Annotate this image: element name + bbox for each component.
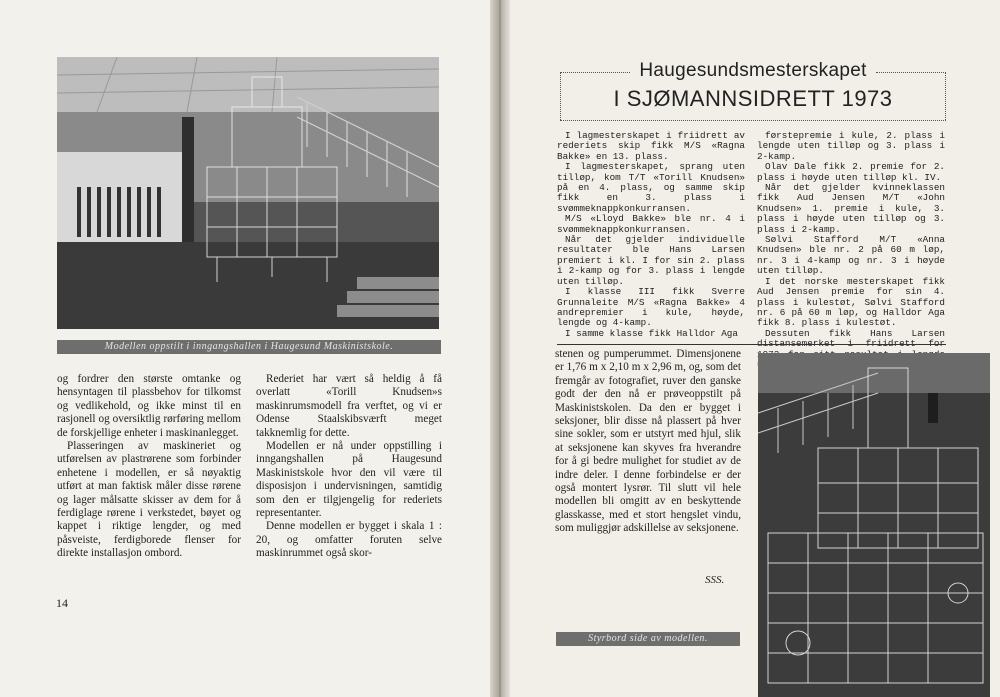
paragraph: Sølvi Stafford M/T «Anna Knudsen» ble nr. 2 på 60 m løp, nr. 3 i 4-kamp og nr. 3 i høyde uten tilløp.: [757, 234, 945, 277]
paragraph: Plasseringen av maskineriet og utførelsen av plastrørene som forbinder enhetene i modellen, er så nøyaktig utført at man faktisk måler disse rørene og lager målsatte skisser av dem for å ferdiglage rørene i verkstedet, bøyet og kappet i riktige lengder, og med påsveiste, ferdigborede flenser for direkte installasjon ombord.: [57, 440, 241, 560]
paragraph: Når det gjelder individuelle resultater ble Hans Larsen premiert i kl. I for sin 2. plass i 2-kamp og for 3. plass i lengde uten tilløp.: [557, 234, 745, 287]
paragraph: Når det gjelder kvinneklassen fikk Aud Jensen M/T «John Knudsen» 1. premie i kule, 3. plass i høyde uten tilløp og 3. plass i 2-kamp.: [757, 182, 945, 235]
paragraph: I lagmesterskapet i friidrett av rederiets skip fikk M/S «Ragna Bakke» en 13. plass.: [557, 130, 745, 162]
paragraph: førstepremie i kule, 2. plass i lengde uten tilløp og 3. plass i 2-kamp.: [757, 130, 945, 162]
paragraph: I det norske mesterskapet fikk Aud Jensen premie for sin 4. plass i kulestøt, Sølvi Stafford nr. 6 på 60 m løp, og Halldor Aga fikk 8. plass i kulestøt.: [757, 275, 945, 329]
book-gutter: [490, 0, 510, 697]
paragraph: Rederiet har vært så heldig å få overlatt «Torill Knudsen»s maskinrumsmodell fra verftet, og vi er Odense Staalskibsværft meget takknemlig for dette.: [256, 373, 442, 439]
paragraph: Dessuten fikk Hans Larsen distansemerket i friidrett for: [757, 327, 945, 350]
paragraph: Denne modellen er bygget i skala 1 : 20, og omfatter foruten selve maskinrummet også skor-: [256, 520, 442, 560]
signature: SSS.: [705, 574, 725, 586]
left-column-1: [57, 373, 241, 561]
paragraph: I lagmesterskapet, sprang uten tilløp, kom T/T «Torill Knudsen» på en 4. plass, og samme skip fikk en 3. plass i svømmeknappkonkurransen.: [557, 161, 745, 214]
paragraph: Olav Dale fikk 2. premie for 2. plass i høyde uten tilløp kl. IV.: [757, 161, 945, 183]
page-number: 14: [56, 596, 68, 610]
paragraph: I klasse III fikk Sverre Grunnaleite M/S «Ragna Bakke» 4 andrepremier i kule, høyde, lengde og 4-kamp.: [557, 286, 745, 329]
right-main-column: [555, 348, 741, 536]
left-column-2: [256, 373, 442, 561]
article-heading: [560, 60, 946, 122]
heading-bottom: I SJØMANNSIDRETT 1973: [613, 86, 893, 111]
results-column-1: [557, 131, 745, 339]
paragraph: stenen og pumperummet. Dimensjonene er 1,76 m x 2,10 m x 2,96 m, og, som det fremgår av fotografiet, ruver den ganske godt der den nå er prøveoppstilt på Maskinistskolen. Da den er bygget i seksjoner, blir disse nå plassert på hver sine sokler, som er utstyrt med hjul, slik at seksjonene kan skyves fra hverandre for å gi bedre mulighet for studiet av de indre deler. I denne forbindelse er der også montert lysrør. Til slutt vil hele modellen bli omgitt av en beskyttende glasskasse, med et stort hengslet vindu, som muliggjør adskillelse av seksjonene.: [555, 348, 741, 535]
entrance-hall-photo: [57, 57, 439, 329]
results-column-2: [757, 131, 945, 370]
paragraph: I samme klasse fikk Halldor Aga: [565, 327, 738, 339]
heading-top: Haugesundsmesterskapet: [639, 60, 867, 81]
paragraph: M/S «Lloyd Bakke» ble nr. 4 i svømmeknappkonkurransen.: [557, 213, 745, 235]
heading-rule: [560, 120, 946, 121]
left-photo-caption: Modellen oppstilt i inngangshallen i Haugesund Maskinistskole.: [57, 340, 441, 354]
paragraph: Modellen er nå under oppstilling i inngangshallen på Haugesund Maskinistskole hvor den vil være til disposisjon i undervisningen, samtidig som den er tilgjengelig for rederiets representanter.: [256, 440, 442, 520]
right-photo-caption: Styrbord side av modellen.: [556, 632, 740, 646]
paragraph: og fordrer den største omtanke og hensyntagen til plassbehov for tilkomst og vedlikehold, og ikke minst til en rasjonell og oversiktlig rørføring mellom de forskjellige enheter i maskinanlegget.: [57, 373, 241, 439]
section-divider: [557, 344, 946, 345]
model-starboard-photo: [758, 353, 990, 697]
